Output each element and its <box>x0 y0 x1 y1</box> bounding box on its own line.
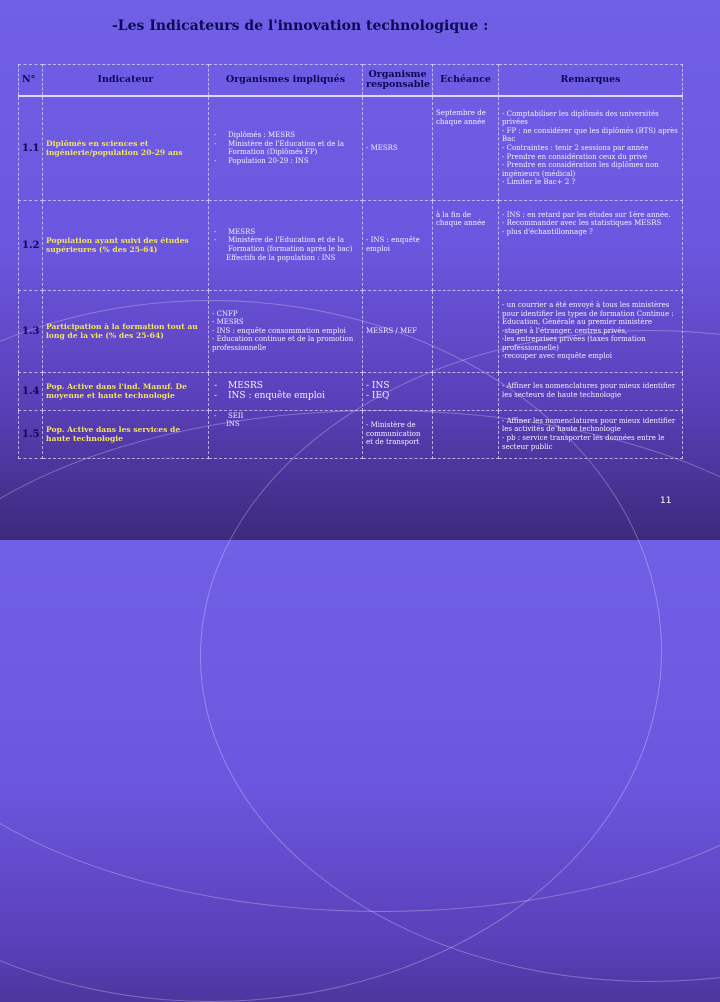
background-arc <box>0 410 720 912</box>
indicators-table <box>18 64 683 459</box>
row-remarques: - Affiner les nomenclatures pour mieux identifier les activités de haute technologie - pb : service transporter les données entre le secteur public <box>499 410 683 458</box>
row-responsable: - INS - IEQ <box>363 372 433 410</box>
page-number: 11 <box>660 496 672 506</box>
row-echeance <box>433 372 499 410</box>
row-indicator: Pop. Active dans l'ind. Manuf. De moyenne et haute technologie <box>43 372 209 410</box>
organisme-item: - Population 20-29 : INS <box>212 157 359 166</box>
organisme-item: - Ministère de l'Education et de la Formation (Diplômés FP) <box>212 140 359 157</box>
row-number: 1.3 <box>19 290 43 372</box>
organisme-item: - Diplômés : MESRS <box>212 131 359 140</box>
header-remarques: Remarques <box>499 65 683 97</box>
row-remarques: - un courrier a été envoyé à tous les ministères pour identifier les types de formation Continue : Education, Générale au premier ministère -stages à l'étranger, centres privés, -les entreprises privées (taxes formation professionnelle) -recouper avec enquête emploi <box>499 290 683 372</box>
row-number: 1.4 <box>19 372 43 410</box>
organisme-note: INS <box>226 420 240 429</box>
row-organismes <box>209 200 363 290</box>
row-number: 1.1 <box>19 96 43 200</box>
table-row <box>19 96 683 200</box>
row-organismes <box>209 96 363 200</box>
header-responsable: Organisme responsable <box>363 65 433 97</box>
header-echeance: Echéance <box>433 65 499 97</box>
row-number: 1.2 <box>19 200 43 290</box>
row-organismes <box>209 410 363 458</box>
organisme-item: - MESRS <box>212 381 359 391</box>
row-indicator: Pop. Active dans les services de haute technologie <box>43 410 209 458</box>
header-organismes: Organismes impliqués <box>209 65 363 97</box>
row-echeance: à la fin de chaque année <box>433 200 499 290</box>
row-indicator: Diplômés en sciences et ingénierie/population 20-29 ans <box>43 96 209 200</box>
row-responsable: MESRS / MEF <box>363 290 433 372</box>
row-echeance <box>433 290 499 372</box>
table-row <box>19 200 683 290</box>
slide-title: -Les Indicateurs de l'innovation technologique : <box>112 18 489 34</box>
table-header-row <box>19 65 683 97</box>
row-responsable: - MESRS <box>363 96 433 200</box>
organisme-item: - SEII <box>212 412 359 421</box>
row-remarques: - Comptabiliser les diplômés des universités privées - FP : ne considérer que les diplômés (BTS) après Bac - Contraintes : tenir 2 sessions par année - Prendre en considération ceux du privé - Prendre en considération les diplômes non ingénieurs (médical) - Limiter le Bac+ 2 ? <box>499 96 683 200</box>
row-indicator: Participation à la formation tout au long de la vie (% des 25-64) <box>43 290 209 372</box>
row-remarques: - INS : en retard par les études sur 1ère année. - Recommander avec les statistiques MESRS - plus d'échantillonnage ? <box>499 200 683 290</box>
row-remarques: - Affiner les nomenclatures pour mieux identifier les secteurs de haute technologie <box>499 372 683 410</box>
organisme-item: - MESRS <box>212 228 359 237</box>
row-indicator: Population ayant suivi des études supérieures (% des 25-64) <box>43 200 209 290</box>
row-number: 1.5 <box>19 410 43 458</box>
organisme-note: Effectifs de la population : INS <box>226 253 336 262</box>
table-row <box>19 290 683 372</box>
row-echeance: Septembre de chaque année <box>433 96 499 200</box>
organisme-item: - Ministère de l'Education et de la Formation (formation après le bac) <box>212 236 359 253</box>
organisme-note: - CNFP - MESRS - INS : enquête consommation emploi - Education continue et de la promotion professionnelle <box>212 309 354 352</box>
header-num: N° <box>19 65 43 97</box>
row-responsable: - INS : enquête emploi <box>363 200 433 290</box>
table-row <box>19 372 683 410</box>
row-echeance <box>433 410 499 458</box>
header-indicateur: Indicateur <box>43 65 209 97</box>
table-row <box>19 410 683 458</box>
organisme-item: - INS : enquête emploi <box>212 391 359 401</box>
row-responsable: - Ministère de communication et de transport <box>363 410 433 458</box>
row-organismes <box>209 290 363 372</box>
row-organismes <box>209 372 363 410</box>
